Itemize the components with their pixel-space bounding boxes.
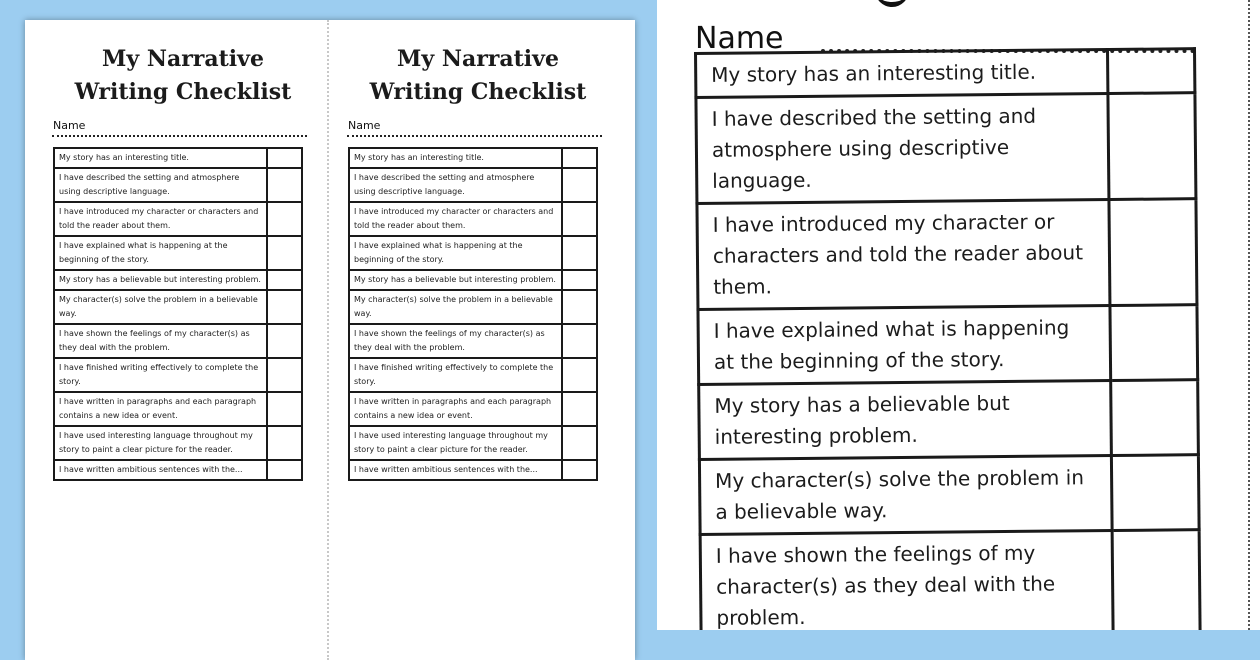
table-row <box>54 426 302 460</box>
tick-box[interactable] <box>562 290 597 324</box>
item-text: I have shown the feelings of my character(s) as they deal with the problem. <box>700 531 1113 630</box>
checklist-right <box>347 20 609 481</box>
table-row <box>349 202 597 236</box>
item-text: I have shown the feelings of my character(s) as they deal with the problem. <box>54 324 267 358</box>
title-glyph-fragment <box>875 0 909 7</box>
table-row <box>349 290 597 324</box>
worksheet-sheet <box>25 20 635 660</box>
tick-box[interactable] <box>562 168 597 202</box>
item-text: My story has an interesting title. <box>696 50 1108 98</box>
table-row <box>696 49 1195 98</box>
title-line-2: Writing Checklist <box>369 79 587 105</box>
checklist-table <box>348 147 598 481</box>
table-row <box>54 202 302 236</box>
tick-box[interactable] <box>562 358 597 392</box>
checklist-title <box>347 43 609 109</box>
item-text: I have written ambitious sentences with the... <box>349 460 562 480</box>
tick-box[interactable] <box>562 236 597 270</box>
name-label: Name <box>695 21 784 56</box>
name-label: Name <box>53 119 86 132</box>
item-text: My character(s) solve the problem in a believable way. <box>54 290 267 324</box>
tick-box[interactable] <box>267 392 302 426</box>
item-text: My story has a believable but interesting problem. <box>54 270 267 290</box>
item-text: I have described the setting and atmosphere using descriptive language. <box>349 168 562 202</box>
item-text: I have written ambitious sentences with the... <box>54 460 267 480</box>
title-line-1: My Narrative <box>397 46 559 72</box>
item-text: I have written in paragraphs and each paragraph contains a new idea or event. <box>349 392 562 426</box>
table-row <box>349 426 597 460</box>
checklist-title <box>52 43 314 109</box>
item-text: I have used interesting language throughout my story to paint a clear picture for the reader. <box>54 426 267 460</box>
table-row <box>699 455 1199 535</box>
tick-box[interactable] <box>267 202 302 236</box>
item-text: I have introduced my character or characters and told the reader about them. <box>349 202 562 236</box>
checklist-left <box>52 20 314 481</box>
item-text: I have described the setting and atmosphere using descriptive language. <box>54 168 267 202</box>
zoomed-checklist <box>657 0 1260 630</box>
title-line-1: My Narrative <box>102 46 264 72</box>
tick-box[interactable] <box>562 324 597 358</box>
table-row <box>697 199 1197 310</box>
title-line-2: Writing Checklist <box>74 79 292 105</box>
item-text: My character(s) solve the problem in a believable way. <box>349 290 562 324</box>
item-text: My story has an interesting title. <box>349 148 562 168</box>
tick-box[interactable] <box>267 460 302 480</box>
tick-box[interactable] <box>267 270 302 290</box>
tick-box[interactable] <box>267 236 302 270</box>
table-row <box>698 305 1198 385</box>
tick-box[interactable] <box>1110 305 1198 381</box>
item-text: I have explained what is happening at the beginning of the story. <box>349 236 562 270</box>
table-row <box>349 148 597 168</box>
table-row <box>696 93 1196 204</box>
fold-line <box>327 20 329 660</box>
tick-box[interactable] <box>267 426 302 460</box>
checklist-table <box>53 147 303 481</box>
table-row <box>54 358 302 392</box>
tick-box[interactable] <box>267 168 302 202</box>
name-field <box>52 119 307 137</box>
table-row <box>349 358 597 392</box>
table-row <box>349 270 597 290</box>
table-row <box>349 460 597 480</box>
table-row <box>349 168 597 202</box>
tick-box[interactable] <box>1112 530 1200 630</box>
tick-box[interactable] <box>562 148 597 168</box>
tick-box[interactable] <box>562 202 597 236</box>
table-row <box>54 460 302 480</box>
zoomed-checklist-table <box>694 47 1202 630</box>
item-text: My story has a believable but interesting problem. <box>699 381 1112 460</box>
tick-box[interactable] <box>1111 455 1199 531</box>
name-label: Name <box>348 119 381 132</box>
fold-line <box>1248 0 1250 630</box>
table-row <box>54 270 302 290</box>
item-text: I have shown the feelings of my character(s) as they deal with the problem. <box>349 324 562 358</box>
tick-box[interactable] <box>1107 49 1194 94</box>
item-text: I have finished writing effectively to complete the story. <box>349 358 562 392</box>
item-text: I have described the setting and atmosphere using descriptive language. <box>696 94 1109 204</box>
tick-box[interactable] <box>267 290 302 324</box>
tick-box[interactable] <box>562 270 597 290</box>
tick-box[interactable] <box>267 324 302 358</box>
table-row <box>699 380 1199 460</box>
item-text: I have finished writing effectively to complete the story. <box>54 358 267 392</box>
table-row <box>349 236 597 270</box>
tick-box[interactable] <box>267 148 302 168</box>
item-text: I have introduced my character or characters and told the reader about them. <box>697 200 1110 310</box>
item-text: I have explained what is happening at the beginning of the story. <box>698 306 1111 385</box>
table-row <box>349 392 597 426</box>
tick-box[interactable] <box>1109 199 1197 306</box>
tick-box[interactable] <box>562 426 597 460</box>
item-text: My story has an interesting title. <box>54 148 267 168</box>
table-row <box>54 236 302 270</box>
table-row <box>349 324 597 358</box>
item-text: My story has a believable but interesting problem. <box>349 270 562 290</box>
table-row <box>54 324 302 358</box>
tick-box[interactable] <box>562 392 597 426</box>
table-row <box>700 530 1200 630</box>
tick-box[interactable] <box>267 358 302 392</box>
item-text: I have written in paragraphs and each paragraph contains a new idea or event. <box>54 392 267 426</box>
tick-box[interactable] <box>1108 93 1196 200</box>
tick-box[interactable] <box>1111 380 1199 456</box>
tick-box[interactable] <box>562 460 597 480</box>
item-text: I have introduced my character or characters and told the reader about them. <box>54 202 267 236</box>
name-field <box>347 119 602 137</box>
table-row <box>54 290 302 324</box>
table-row <box>54 148 302 168</box>
item-text: My character(s) solve the problem in a believable way. <box>699 456 1112 535</box>
item-text: I have used interesting language throughout my story to paint a clear picture for the reader. <box>349 426 562 460</box>
item-text: I have explained what is happening at the beginning of the story. <box>54 236 267 270</box>
table-row <box>54 392 302 426</box>
table-row <box>54 168 302 202</box>
zoomed-table-wrap <box>694 47 1202 630</box>
